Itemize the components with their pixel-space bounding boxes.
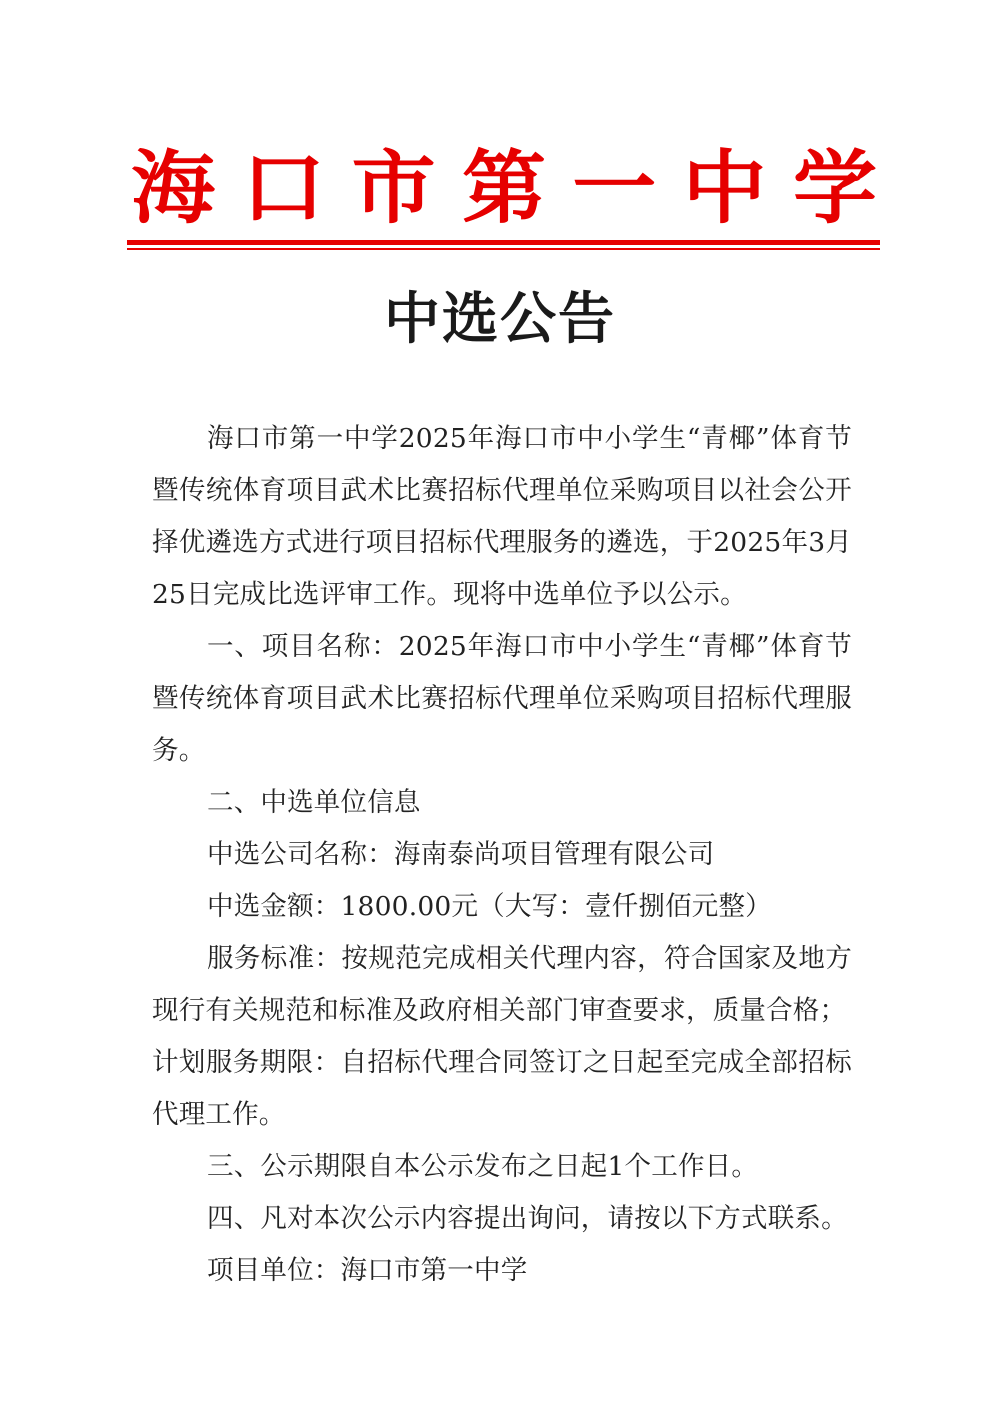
letterhead-rule-thin	[127, 248, 880, 250]
intro-paragraph: 海口市第一中学2025年海口市中小学生“青椰”体育节暨传统体育项目武术比赛招标代理单位采购项目以社会公开择优遴选方式进行项目招标代理服务的遴选，于2025年3月25日完成比选评审工作。现将中选单位予以公示。	[152, 423, 852, 610]
publicity-period-paragraph: 三、公示期限自本公示发布之日起1个工作日。	[207, 1151, 759, 1182]
letterhead-char: 口	[241, 140, 326, 235]
letterhead-char: 第	[461, 140, 546, 235]
project-unit-paragraph: 项目单位：海口市第一中学	[207, 1255, 528, 1286]
service-standard-paragraph: 服务标准：按规范完成相关代理内容，符合国家及地方现行有关规范和标准及政府相关部门审查要求，质量合格；	[152, 943, 852, 1026]
letterhead-char: 市	[351, 140, 436, 235]
winner-amount-paragraph: 中选金额：1800.00元（大写：壹仟捌佰元整）	[207, 891, 772, 922]
letterhead	[128, 138, 880, 238]
document-body	[152, 413, 852, 1297]
inquiry-paragraph: 四、凡对本次公示内容提出询问，请按以下方式联系。	[207, 1203, 848, 1234]
letterhead-title	[128, 141, 880, 236]
document-title: 中选公告	[384, 287, 616, 352]
letterhead-char: 一	[572, 140, 657, 235]
project-name-paragraph: 一、项目名称：2025年海口市中小学生“青椰”体育节暨传统体育项目武术比赛招标代理单位采购项目招标代理服务。	[152, 631, 852, 766]
service-period-paragraph: 计划服务期限：自招标代理合同签订之日起至完成全部招标代理工作。	[152, 1047, 852, 1130]
section-heading-winner-info: 二、中选单位信息	[207, 787, 421, 818]
letterhead-char: 海	[130, 140, 215, 235]
letterhead-char: 学	[792, 140, 877, 235]
winner-company-paragraph: 中选公司名称：海南泰尚项目管理有限公司	[207, 839, 715, 870]
letterhead-rule-thick	[127, 240, 880, 245]
letterhead-char: 中	[682, 140, 767, 235]
